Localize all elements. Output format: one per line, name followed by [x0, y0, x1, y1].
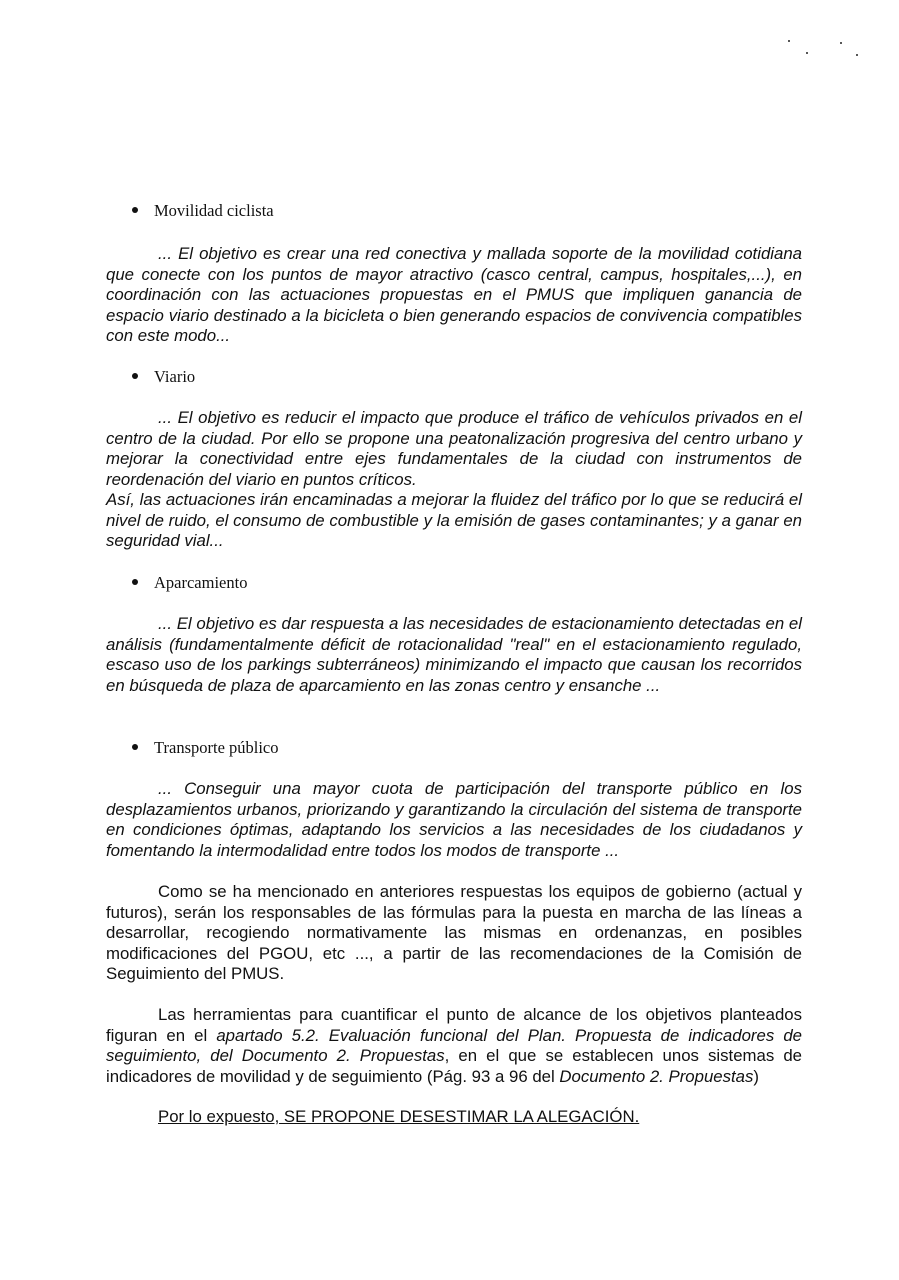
- section-text-viario: ... El objetivo es reducir el impacto que produce el tráfico de vehículos privados en el centro de la ciudad. Por ello se propone una peatonalización progresiva del centro urbano y mejorar la conectividad entre ejes fundamentales de la ciudad con instrumentos de reordenación del viario en puntos críticos.: [106, 408, 802, 489]
- bullet-aparcamiento: [132, 573, 247, 593]
- paragraph-herramientas: Las herramientas para cuantificar el punto de alcance de los objetivos planteados figuran en el apartado 5.2. Evaluación funcional del Plan. Propuesta de indicadores de seguimiento, del Documento 2. Propuestas, en el que se establecen unos sistemas de indicadores de movilidad y de seguimiento (Pág. 93 a 96 del Documento 2. Propuestas): [106, 1005, 802, 1086]
- scan-specks: [786, 38, 866, 58]
- bullet-label: Viario: [154, 367, 196, 386]
- section-text-transporte: ... Conseguir una mayor cuota de participación del transporte público en los desplazamientos urbanos, priorizando y garantizando la circulación del sistema de transporte en condiciones óptimas, adaptando los servicios a las necesidades de los ciudadanos y fomentando la intermodalidad entre todos los modos de transporte ...: [106, 779, 802, 860]
- bullet-transporte-publico: [132, 738, 279, 758]
- section-text-viario-2: Así, las actuaciones irán encaminadas a mejorar la fluidez del tráfico por lo que se reducirá el nivel de ruido, el consumo de combustible y la emisión de gases contaminantes; y a ganar en seguridad vial...: [106, 490, 802, 550]
- speck: [856, 54, 858, 56]
- section-text-aparcamiento: ... El objetivo es dar respuesta a las necesidades de estacionamiento detectadas en el análisis (fundamentalmente déficit de rotacionalidad "real" en el estacionamiento regulado, escaso uso de los parkings subterráneos) minimizando el impacto que causan los recorridos en búsqueda de plaza de aparcamiento en las zonas centro y ensanche ...: [106, 614, 802, 695]
- speck: [840, 42, 842, 44]
- bullet-icon: [132, 579, 138, 585]
- paragraph-gobierno: Como se ha mencionado en anteriores respuestas los equipos de gobierno (actual y futuros), serán los responsables de las fórmulas para la puesta en marcha de las líneas a desarrollar, recogiendo normativamente las mismas en ordenanzas, en posibles modificaciones del PGOU, etc ..., a partir de las recomendaciones de la Comisión de Seguimiento del PMUS.: [106, 882, 802, 983]
- bullet-icon: [132, 207, 138, 213]
- section-text-movilidad: ... El objetivo es crear una red conectiva y mallada soporte de la movilidad cotidiana que conecte con los puntos de mayor atractivo (casco central, campus, hospitales,...), en coordinación con las actuaciones propuestas en el PMUS que impliquen ganancia de espacio viario destinado a la bicicleta o bien generando espacios de convivencia compatibles con este modo...: [106, 244, 802, 345]
- bullet-icon: [132, 744, 138, 750]
- bullet-label: Movilidad ciclista: [154, 201, 274, 220]
- speck: [788, 40, 790, 42]
- bullet-movilidad-ciclista: [132, 201, 274, 221]
- conclusion: Por lo expuesto, SE PROPONE DESESTIMAR LA ALEGACIÓN.: [158, 1107, 640, 1126]
- bullet-icon: [132, 373, 138, 379]
- bullet-viario: [132, 367, 195, 387]
- bullet-label: Transporte público: [154, 738, 279, 757]
- speck: [806, 52, 808, 54]
- bullet-label: Aparcamiento: [154, 573, 248, 592]
